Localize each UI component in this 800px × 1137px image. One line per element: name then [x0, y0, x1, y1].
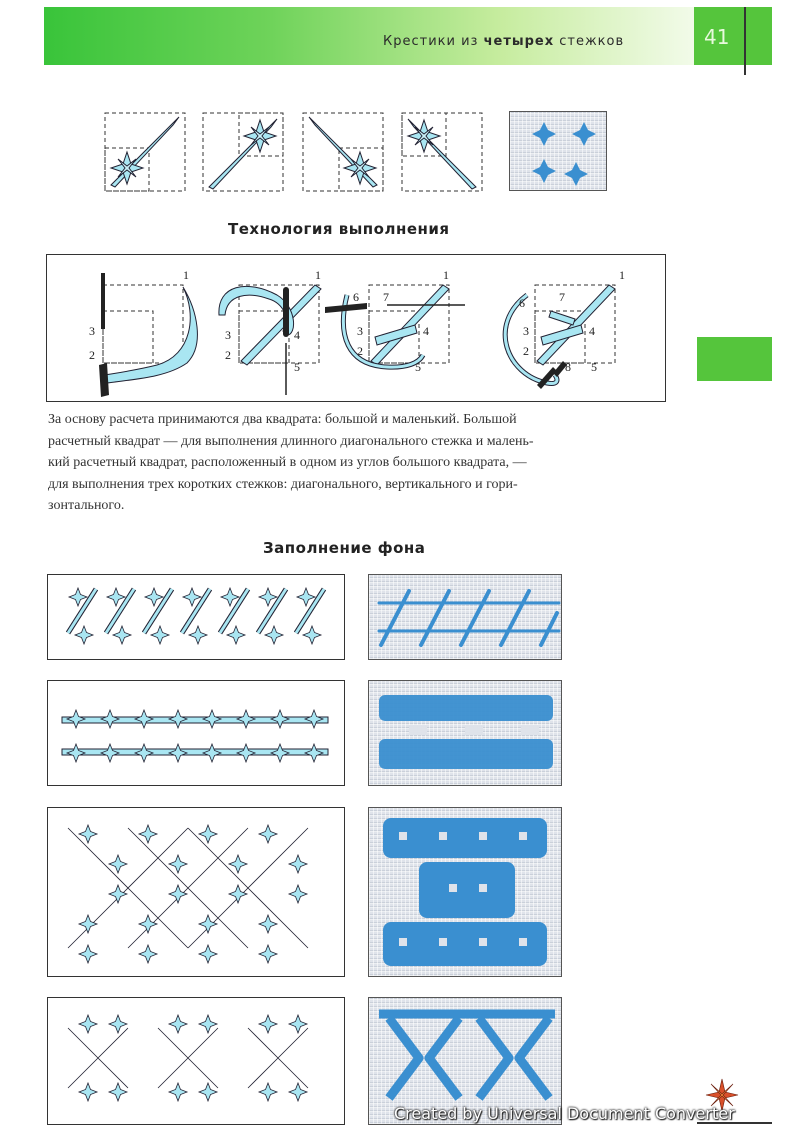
svg-text:2: 2	[225, 348, 231, 362]
photo-2-stitches	[369, 681, 561, 785]
svg-text:6: 6	[353, 290, 359, 304]
pattern-1	[48, 575, 343, 658]
watermark: Created by Universal Document Converter	[394, 1104, 735, 1123]
pattern-3	[48, 808, 343, 975]
technique-step-3	[325, 268, 465, 374]
page-number: 41	[704, 25, 730, 49]
svg-text:2: 2	[523, 344, 529, 358]
svg-text:3: 3	[89, 324, 95, 338]
photo-1-stitches	[369, 575, 561, 659]
svg-text:4: 4	[589, 324, 595, 338]
technique-panel	[46, 254, 666, 402]
svg-text:3: 3	[523, 324, 529, 338]
pattern-4	[48, 998, 343, 1123]
svg-text:5: 5	[294, 360, 300, 374]
stitch-variant-3	[303, 113, 383, 191]
pattern-panel-1	[47, 574, 345, 660]
sample-photo-3	[368, 807, 562, 977]
technique-step-4	[505, 268, 625, 389]
svg-text:4: 4	[294, 328, 300, 342]
svg-text:4: 4	[423, 324, 429, 338]
pattern-panel-4	[47, 997, 345, 1125]
technique-step-2	[219, 268, 321, 395]
stitch-variant-2	[203, 113, 283, 191]
technique-heading: Технология выполнения	[228, 220, 450, 238]
svg-text:7: 7	[383, 290, 389, 304]
svg-text:3: 3	[357, 324, 363, 338]
pattern-2	[48, 681, 343, 784]
stitch-variant-1	[105, 113, 185, 191]
svg-text:7: 7	[559, 290, 565, 304]
svg-text:1: 1	[443, 268, 449, 282]
page-title: Крестики из четырех стежков	[383, 34, 625, 49]
svg-text:3: 3	[225, 328, 231, 342]
side-tab	[697, 337, 772, 381]
background-heading: Заполнение фона	[263, 539, 426, 557]
svg-text:8: 8	[565, 360, 571, 374]
technique-step-1	[89, 268, 197, 397]
svg-text:1: 1	[183, 268, 189, 282]
photo-stitches	[510, 112, 606, 190]
svg-text:2: 2	[357, 344, 363, 358]
photo-3-stitches	[369, 808, 561, 976]
sample-photo-small	[509, 111, 607, 191]
pattern-panel-3	[47, 807, 345, 977]
svg-text:1: 1	[619, 268, 625, 282]
svg-text:5: 5	[591, 360, 597, 374]
svg-text:6: 6	[519, 296, 525, 310]
technique-steps	[47, 255, 664, 400]
sample-photo-2	[368, 680, 562, 786]
svg-text:2: 2	[89, 348, 95, 362]
svg-text:1: 1	[315, 268, 321, 282]
body-paragraph: За основу расчета принимаются два квадрата: большой и маленький. Большой расчетный квадрат — для выполнения длинного диагонального стежка и малень- кий расчетный квадрат, расположенный в одном из углов большого квадрата, — для выполнения трех коротких стежков: диагонального, вертикального и гори- зонтального.	[48, 412, 534, 513]
stitch-variant-4	[402, 113, 482, 191]
pattern-panel-2	[47, 680, 345, 786]
svg-text:5: 5	[415, 360, 421, 374]
sample-photo-1	[368, 574, 562, 660]
header-rule	[744, 7, 746, 75]
